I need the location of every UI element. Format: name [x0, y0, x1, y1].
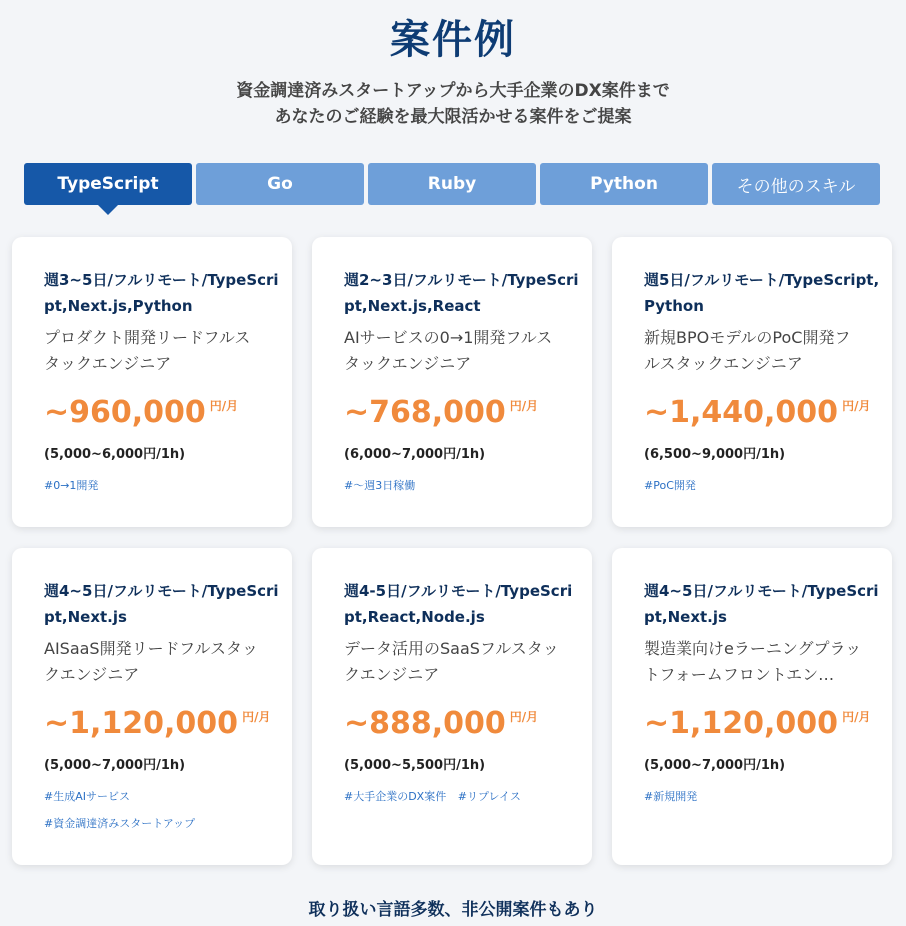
card-conditions: 週3~5日/フルリモート/TypeScript,Next.js,Python — [44, 271, 279, 315]
card-conditions: 週4~5日/フルリモート/TypeScript,Next.js — [44, 582, 279, 626]
card-tag[interactable]: #〜週3日稼働 — [344, 479, 416, 492]
card-hourly-rate: (6,000~7,000円/1h) — [344, 447, 486, 462]
project-card[interactable] — [12, 237, 292, 527]
card-price-row — [644, 393, 892, 433]
active-tab-pointer — [98, 205, 118, 215]
card-tags — [44, 783, 284, 837]
card-price-unit: 円/月 — [842, 710, 871, 724]
card-role: 製造業向けeラーニングプラットフォームフロントエン… — [644, 639, 862, 684]
tab-go[interactable]: Go — [196, 163, 364, 205]
card-hourly-rate: (5,000~5,500円/1h) — [344, 758, 486, 773]
card-price-unit: 円/月 — [242, 710, 271, 724]
card-role: AISaaS開発リードフルスタックエンジニア — [44, 639, 258, 684]
project-card[interactable] — [312, 237, 592, 527]
card-tags — [344, 472, 584, 499]
card-role: 新規BPOモデルのPoC開発フルスタックエンジニア — [644, 328, 851, 373]
card-tag[interactable]: #生成AIサービス — [44, 790, 130, 803]
card-price-row — [644, 704, 892, 744]
card-price-row — [44, 393, 292, 433]
card-tags — [644, 472, 884, 499]
card-tag[interactable]: #資金調達済みスタートアップ — [44, 817, 196, 830]
tab-other-skills[interactable]: その他のスキル — [712, 163, 880, 205]
card-price: ~888,000 — [344, 706, 506, 741]
subtitle-line-2: あなたのご経験を最大限活かせる案件をご提案 — [274, 107, 632, 127]
project-card[interactable] — [312, 548, 592, 865]
card-tags — [644, 783, 884, 810]
card-hourly-rate: (5,000~7,000円/1h) — [44, 758, 186, 773]
card-hourly-rate: (5,000~7,000円/1h) — [644, 758, 786, 773]
card-price: ~960,000 — [44, 395, 206, 430]
card-tags — [44, 472, 284, 499]
card-role: データ活用のSaaSフルスタックエンジニア — [344, 639, 559, 684]
card-role: AIサービスの0→1開発フルスタックエンジニア — [344, 328, 553, 373]
page-subtitle — [0, 78, 906, 130]
project-card[interactable] — [612, 237, 892, 527]
card-price-row — [344, 393, 592, 433]
card-hourly-rate: (5,000~6,000円/1h) — [44, 447, 186, 462]
skill-tabs — [24, 163, 882, 205]
card-conditions: 週4~5日/フルリモート/TypeScript,Next.js — [644, 582, 879, 626]
card-price: ~1,440,000 — [644, 395, 839, 430]
card-role: プロダクト開発リードフルスタックエンジニア — [44, 328, 251, 373]
project-card[interactable] — [12, 548, 292, 865]
card-conditions: 週4-5日/フルリモート/TypeScript,React,Node.js — [344, 582, 573, 626]
card-tag[interactable]: #PoC開発 — [644, 479, 696, 492]
card-price-row — [344, 704, 592, 744]
page-title: 案件例 — [390, 17, 516, 63]
card-price: ~1,120,000 — [644, 706, 839, 741]
card-tag[interactable]: #大手企業のDX案件 — [344, 790, 447, 803]
card-price-unit: 円/月 — [509, 710, 539, 724]
card-price-unit: 円/月 — [209, 399, 239, 413]
card-price-unit: 円/月 — [509, 399, 539, 413]
project-card[interactable] — [612, 548, 892, 865]
tab-ruby[interactable]: Ruby — [368, 163, 536, 205]
card-price-row — [44, 704, 292, 744]
card-price: ~1,120,000 — [44, 706, 239, 741]
subtitle-line-1: 資金調達済みスタートアップから大手企業のDX案件まで — [236, 81, 670, 101]
card-conditions: 週2~3日/フルリモート/TypeScript,Next.js,React — [344, 271, 579, 315]
card-hourly-rate: (6,500~9,000円/1h) — [644, 447, 786, 462]
card-tag[interactable]: #0→1開発 — [44, 479, 99, 492]
card-price: ~768,000 — [344, 395, 506, 430]
card-tag[interactable]: #リプレイス — [457, 790, 521, 803]
card-price-unit: 円/月 — [842, 399, 871, 413]
footer-note: 取り扱い言語多数、非公開案件もあり — [308, 900, 598, 920]
tab-typescript[interactable]: TypeScript — [24, 163, 192, 205]
card-tag[interactable]: #新規開発 — [644, 790, 698, 803]
card-tags — [344, 783, 584, 810]
card-conditions: 週5日/フルリモート/TypeScript,Python — [644, 271, 880, 315]
tab-python[interactable]: Python — [540, 163, 708, 205]
